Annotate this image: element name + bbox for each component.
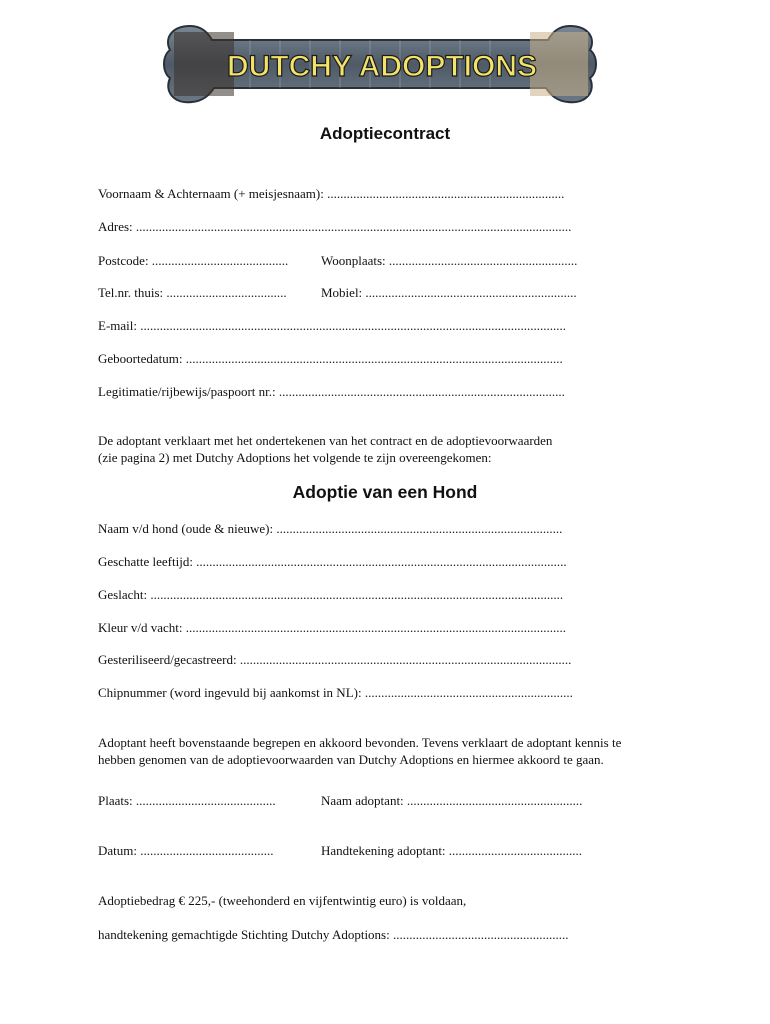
birthdate-field[interactable]: Geboortedatum: .................................................................................................................... [98,351,563,366]
adopter-name-field[interactable]: Naam adoptant: ...................................................... [321,793,583,808]
dog-neutered-field[interactable]: Gesteriliseerd/gecastreerd: ...................................................................................................... [98,652,572,667]
dog-name-field[interactable]: Naam v/d hond (oude & nieuwe): ........................................................................................ [98,521,563,536]
adopter-signature-field[interactable]: Handtekening adoptant: ......................................... [321,843,583,858]
postcode-field[interactable]: Postcode: .......................................... [98,253,289,268]
email-field[interactable]: E-mail: ................................................................................................................................... [98,318,566,333]
page-title: Adoptiecontract [319,124,451,143]
fee-text: Adoptiebedrag € 225,- (tweehonderd en vijfentwintig euro) is voldaan, [98,893,467,908]
date-field[interactable]: Datum: ......................................... [98,843,274,858]
dog-color-field[interactable]: Kleur v/d vacht: ..................................................................................................................... [98,620,566,635]
dog-age-field[interactable]: Geschatte leeftijd: .................................................................................................................. [98,554,567,569]
dutchy-adoptions-logo [160,22,600,106]
phone-home-field[interactable]: Tel.nr. thuis: ..................................... [98,285,287,300]
name-field[interactable]: Voornaam & Achternaam (+ meisjesnaam): ......................................................................... [98,186,565,201]
place-field[interactable]: Plaats: ........................................... [98,793,276,808]
agreement-line-1: Adoptant heeft bovenstaande begrepen en akkoord bevonden. Tevens verklaart de adoptant kennis te [98,735,622,750]
agreement-line-2: hebben genomen van de adoptievoorwaarden van Dutchy Adoptions en hiermee akkoord te gaan. [98,752,604,767]
declaration-line-1: De adoptant verklaart met het ondertekenen van het contract en de adoptievoorwaarden [98,433,553,448]
city-field[interactable]: Woonplaats: .......................................................... [321,253,578,268]
dog-sex-field[interactable]: Geslacht: ............................................................................................................................... [98,587,564,602]
dog-chip-field[interactable]: Chipnummer (word ingevuld bij aankomst in NL): ................................................................ [98,685,573,700]
agreement-text [98,734,668,768]
section-title: Adoptie van een Hond [292,482,478,502]
declaration-line-2: (zie pagina 2) met Dutchy Adoptions het volgende te zijn overeengekomen: [98,450,492,465]
foundation-signature-field[interactable]: handtekening gemachtigde Stichting Dutchy Adoptions: ...................................................... [98,927,569,942]
declaration-text [98,432,668,466]
address-field[interactable]: Adres: ...................................................................................................................................... [98,219,572,234]
mobile-field[interactable]: Mobiel: ................................................................. [321,285,577,300]
banner-text: DUTCHY ADOPTIONS [226,50,538,83]
id-field[interactable]: Legitimatie/rijbewijs/paspoort nr.: ........................................................................................ [98,384,565,399]
